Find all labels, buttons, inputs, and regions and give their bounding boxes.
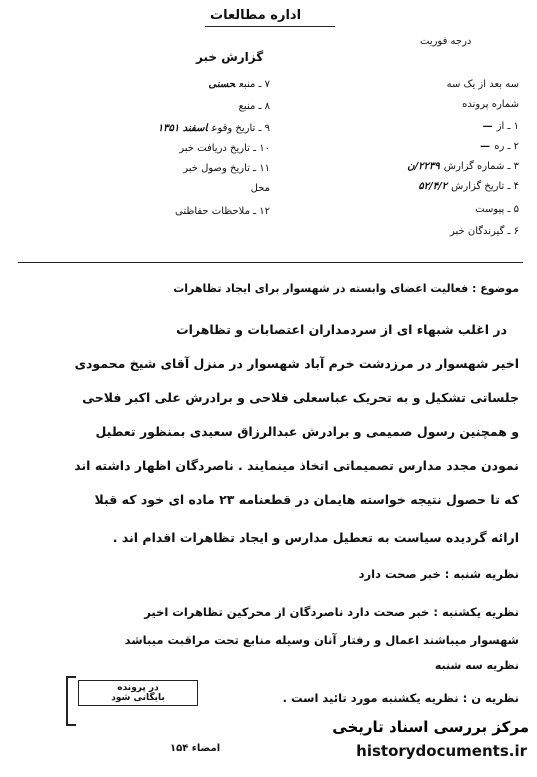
body-line-2: اخیر شهسوار در مرزدشت خرم آباد شهسوار در منزل آقای شیخ محمودی <box>74 356 519 371</box>
field-label: ۶ ـ گیرندگان خبر <box>449 226 519 237</box>
field-label: ۲ ـ ره <box>494 141 519 152</box>
field-label: ۱۱ ـ تاریخ وصول خبر <box>183 163 270 174</box>
field-label: ۱۰ ـ تاریخ دریافت خبر <box>179 143 270 154</box>
field-value: — <box>482 121 493 132</box>
bottom-signature: امضاء ۱۵۴ <box>170 743 221 754</box>
field-label: ۵ ـ پیوست <box>475 204 519 215</box>
field-left-1 <box>40 78 270 92</box>
field-label: ۸ ـ منبع <box>238 101 270 112</box>
body-line-3: جلساتی تشکیل و به تحریک عباسعلی فلاحی و برادرش علی اکبر فلاحی <box>82 390 519 405</box>
opinion-tuesday: نظریه سه شنبه <box>434 659 519 672</box>
header-right-line-2: شماره پرونده <box>462 99 519 110</box>
opinion-final: نظریه ن : نظریه یکشنبه مورد تائید است . <box>282 691 519 705</box>
header-underline <box>205 26 335 27</box>
body-line-1: در اغلب شبهاء ای از سردمداران اعتصابات و تظاهرات <box>176 322 507 337</box>
field-left-6 <box>40 182 270 196</box>
field-left-7 <box>40 205 270 219</box>
field-value: — <box>480 141 491 152</box>
form-separator <box>18 262 523 263</box>
opinion-sunday-2: شهسوار میباشند اعمال و رفتار آنان وسیله منابع تحت مراقبت میباشد <box>124 633 519 647</box>
field-label: ۷ ـ منبع <box>239 79 270 90</box>
header-title: اداره مطالعات <box>210 8 302 23</box>
header-right-line-1: سه بعد از یک سه <box>446 79 519 90</box>
archive-stamp <box>78 680 198 706</box>
field-value: ۵۲/۴/۲ <box>418 181 448 192</box>
body-line-5: نمودن مجدد مدارس تصمیماتی اتخاذ مینمایند . ناصردگان اظهار داشته اند <box>74 458 519 473</box>
opinion-sunday-1: نظریه یکشنبه : خبر صحت دارد ناصردگان از محرکین تظاهرات اخیر <box>144 605 519 619</box>
watermark-url: historydocuments.ir <box>356 742 527 760</box>
stamp-line-1: در پرونده <box>117 683 159 693</box>
subject-line: موضوع : فعالیت اعضای وابسته در شهسوار برای ایجاد تظاهرات <box>173 282 519 295</box>
field-right-1 <box>483 120 519 134</box>
field-left-2 <box>40 100 270 114</box>
field-label: ۱ ـ از <box>496 121 519 132</box>
field-right-3 <box>407 160 519 174</box>
body-line-7: ارائه گردیده سیاست به تعطیل مدارس و ایجاد تظاهرات اقدام اند . <box>112 530 519 545</box>
field-right-6 <box>450 225 519 239</box>
field-value: حسنی <box>208 79 236 90</box>
field-label: ۴ ـ تاریخ گزارش <box>451 181 519 192</box>
field-left-5 <box>40 162 270 176</box>
field-right-4 <box>418 180 519 194</box>
stamp-line-2: بایگانی شود <box>111 693 165 703</box>
field-left-3 <box>40 122 270 136</box>
body-line-6: که تا حصول نتیجه خواسته هایمان در قطعنامه ۲۳ ماده ای خود که قبلا <box>94 492 519 507</box>
watermark-persian: مرکز بررسی اسناد تاریخی <box>332 718 529 736</box>
opinion-saturday: نظریه شنبه : خبر صحت دارد <box>358 567 519 581</box>
report-subtitle: گزارش خبر <box>196 50 264 64</box>
field-label: محل <box>250 183 270 194</box>
field-right-2 <box>480 140 519 154</box>
field-value: ۲۲۳۹/ن <box>407 161 440 172</box>
field-label: ۳ ـ شماره گزارش <box>443 161 519 172</box>
field-right-5 <box>475 203 519 217</box>
classification-label: درجه فوریت <box>420 36 472 47</box>
body-line-4: و همچنین رسول صمیمی و برادرش عبدالرزاق سعیدی بمنظور تعطیل <box>95 424 519 439</box>
field-label: ۹ ـ تاریخ وقوع <box>211 123 270 134</box>
field-value: اسفند ۱۳۵۱ <box>157 123 208 134</box>
field-left-4 <box>40 142 270 156</box>
field-label: ۱۲ ـ ملاحظات حفاظتی <box>175 206 270 217</box>
stamp-bracket <box>66 676 76 726</box>
